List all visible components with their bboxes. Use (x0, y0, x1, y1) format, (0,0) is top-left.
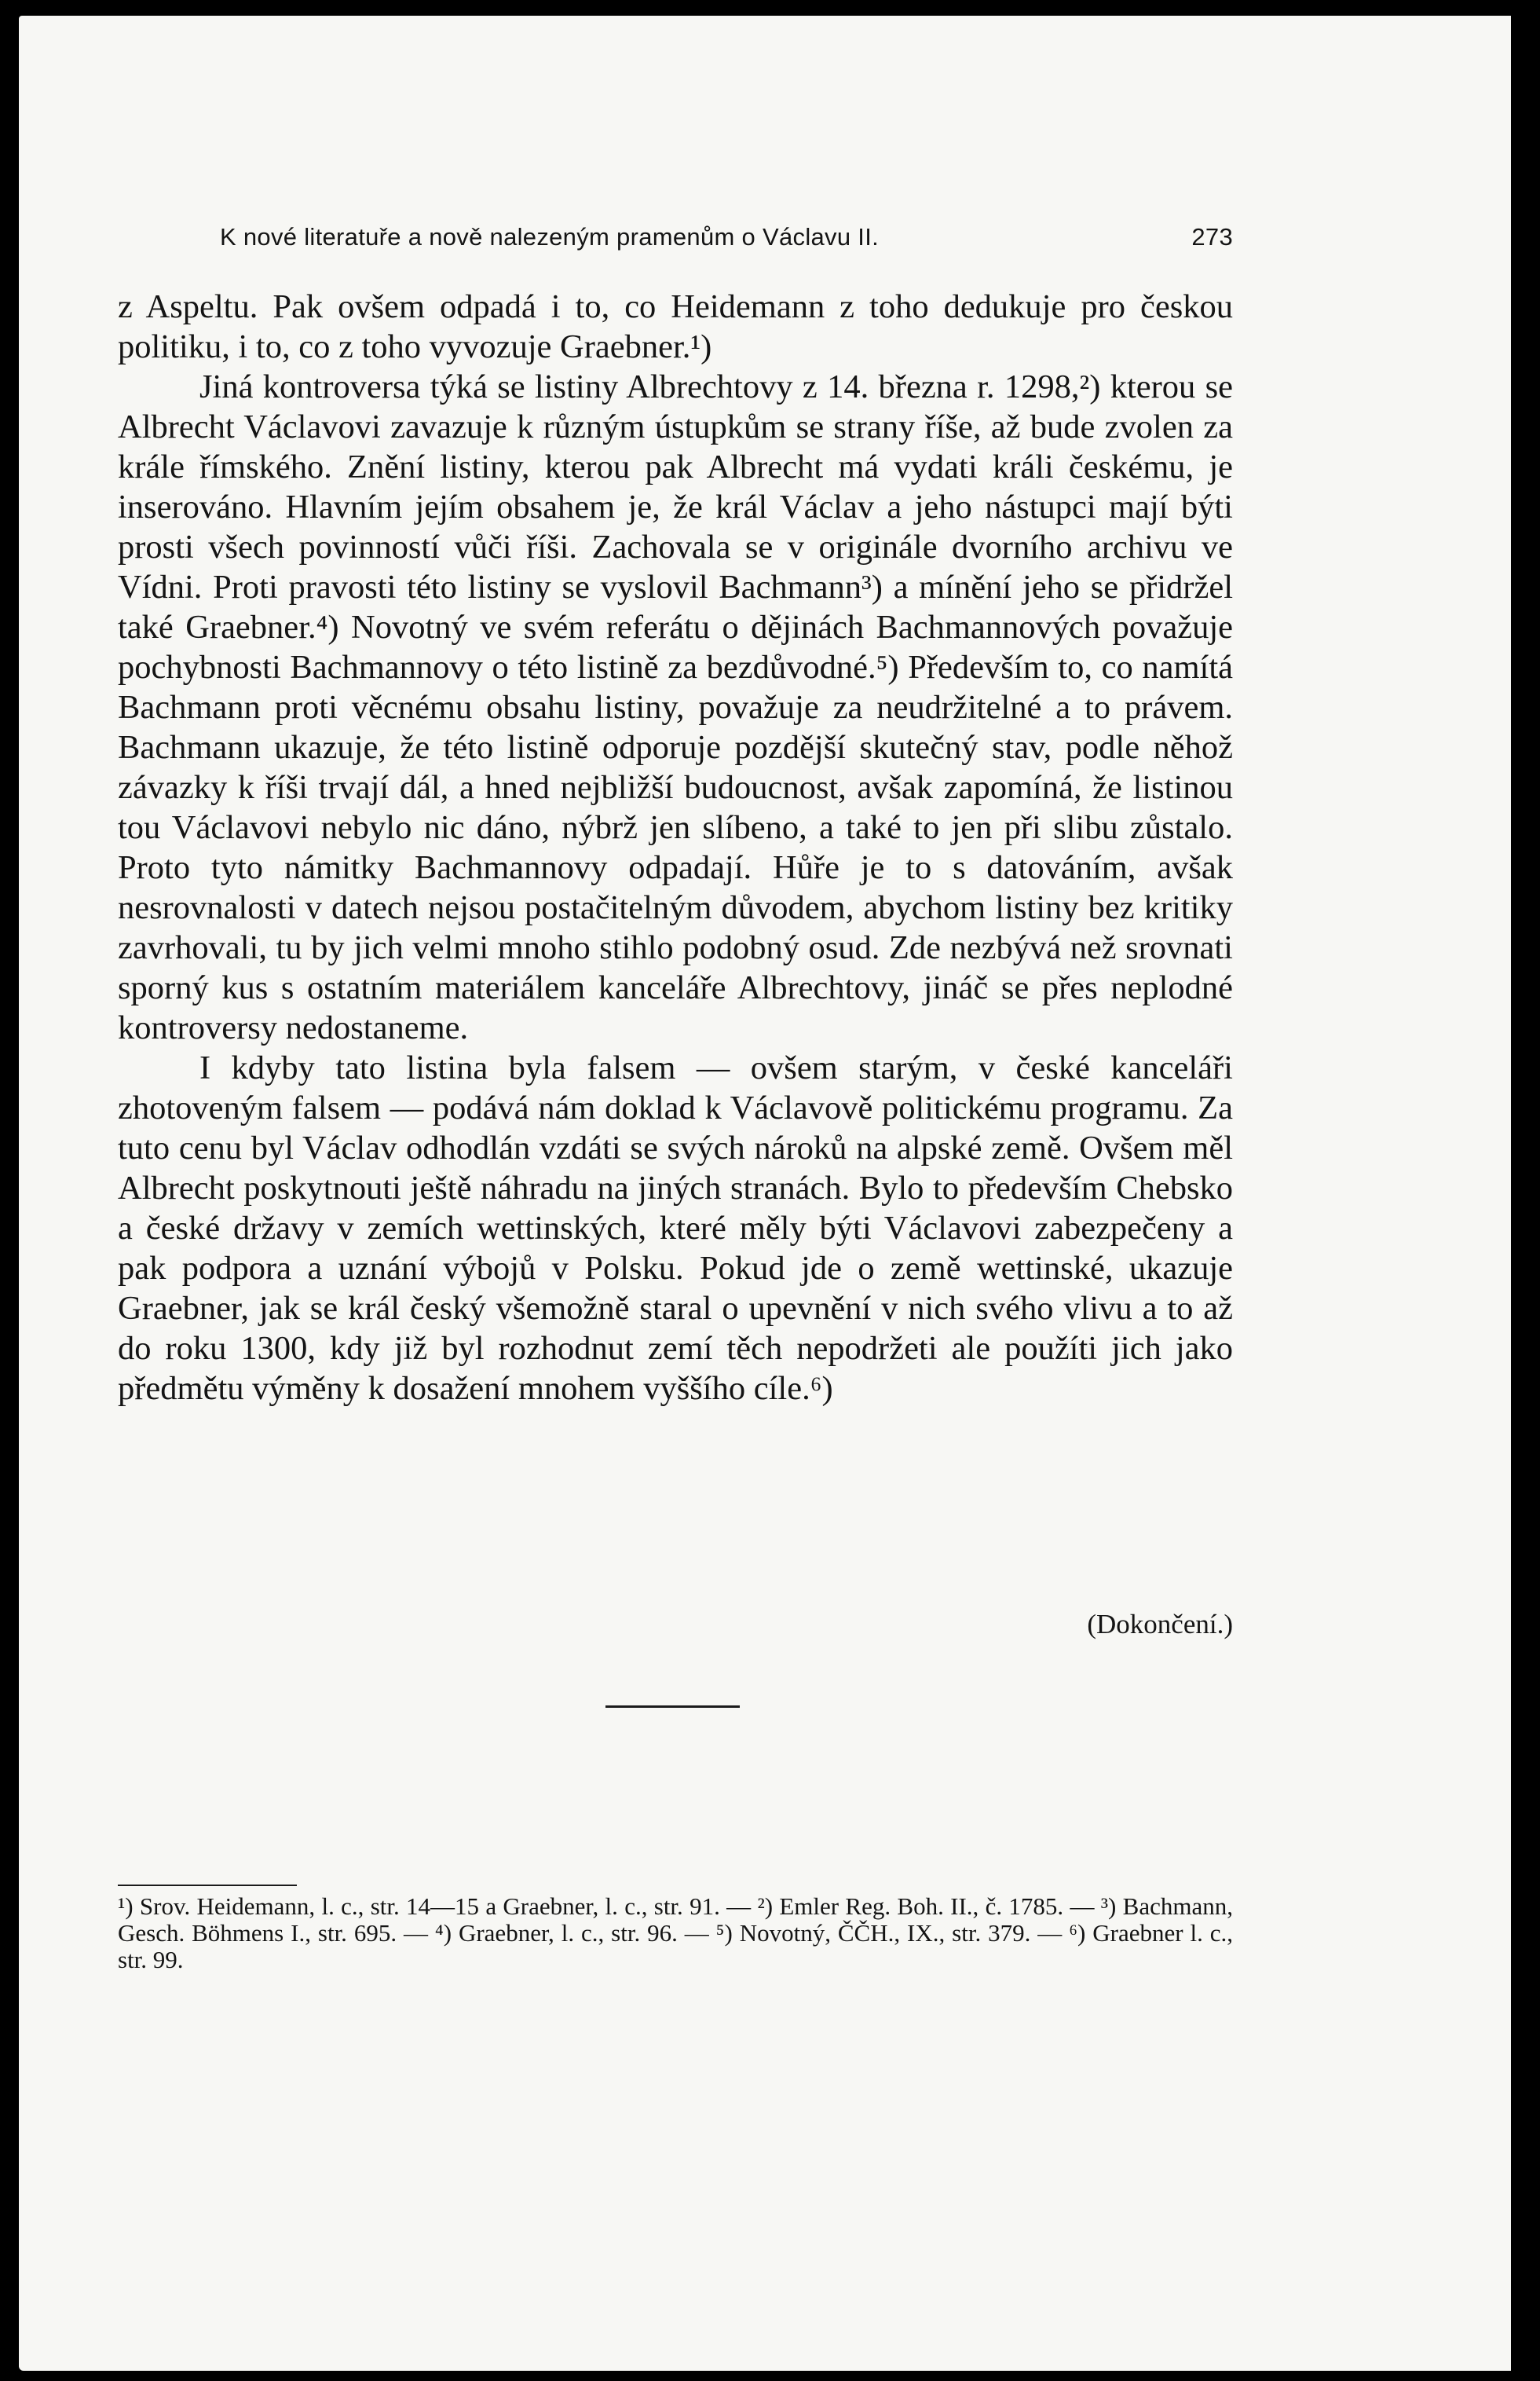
footnote-divider (118, 1885, 297, 1886)
header-title: K nové literatuře a nově nalezeným pramenům o Václavu II. (220, 223, 880, 251)
section-divider (605, 1705, 740, 1708)
page-number: 273 (1191, 223, 1233, 251)
footnotes (118, 1893, 1233, 1973)
paragraph-3: I kdyby tato listina byla falsem — ovšem starým, v české kanceláři zhotoveným falsem — podává nám doklad k Václavově politickému programu. Za tuto cenu byl Václav odhodlán vzdáti se svých nároků na alpské země. Ovšem měl Albrecht poskytnouti ještě náhradu na jiných stranách. Bylo to především Chebsko a české državy v zemích wettinských, které měly býti Václavovi zabezpečeny a pak podpora a uznání výbojů v Polsku. Pokud jde o země wettinské, ukazuje Graebner, jak se král český všemožně staral o upevnění v nich svého vlivu a to až do roku 1300, kdy již byl rozhodnut zemí těch nepodržeti ale použíti jich jako předmětu výměny k dosažení mnohem vyššího cíle.⁶) (118, 1049, 1233, 1407)
main-text (118, 287, 1233, 1408)
closing-note: (Dokončení.) (1087, 1609, 1233, 1639)
book-spine-edge (1511, 16, 1540, 2371)
paragraph-1: z Aspeltu. Pak ovšem odpadá i to, co Heidemann z toho dedukuje pro českou politiku, i to, co z toho vyvozuje Graebner.¹) (118, 288, 1233, 365)
footnote-text: ¹) Srov. Heidemann, l. c., str. 14—15 a Graebner, l. c., str. 91. — ²) Emler Reg. Boh. II., č. 1785. — ³) Bachmann, Gesch. Böhmens I., str. 695. — ⁴) Graebner, l. c., str. 96. — ⁵) Novotný, ČČH., IX., str. 379. — ⁶) Graebner l. c., str. 99. (118, 1892, 1233, 1973)
running-header (220, 223, 1233, 251)
paragraph-2: Jiná kontroversa týká se listiny Albrechtovy z 14. března r. 1298,²) kterou se Albrecht Václavovi zavazuje k různým ústupkům se strany říše, až bude zvolen za krále římského. Znění listiny, kterou pak Albrecht má vydati králi českému, je inserováno. Hlavním jejím obsahem je, že král Václav a jeho nástupci mají býti prosti všech povinností vůči říši. Zachovala se v originále dvorního archivu ve Vídni. Proti pravosti této listiny se vyslovil Bachmann³) a mínění jeho se přidržel také Graebner.⁴) Novotný ve svém referátu o dějinách Bachmannových považuje pochybnosti Bachmannovy o této listině za bezdůvodné.⁵) Především to, co namítá Bachmann proti věcnému obsahu listiny, považuje za neudržitelné a to právem. Bachmann ukazuje, že této listině odporuje pozdější skutečný stav, podle něhož závazky k říši trvají dál, a hned nejbližší budoucnost, avšak zapomíná, že listinou tou Václavovi nebylo nic dáno, nýbrž jen slíbeno, a také to jen při slibu zůstalo. Proto tyto námitky Bachmannovy odpadají. Hůře je to s datováním, avšak nesrovnalosti v datech nejsou postačitelným důvodem, abychom listiny bez kritiky zavrhovali, tu by jich velmi mnoho stihlo podobný osud. Zde nezbývá než srovnati sporný kus s ostatním materiálem kanceláře Albrechtovy, jináč se přes neplodné kontroversy nedostaneme. (118, 368, 1233, 1046)
